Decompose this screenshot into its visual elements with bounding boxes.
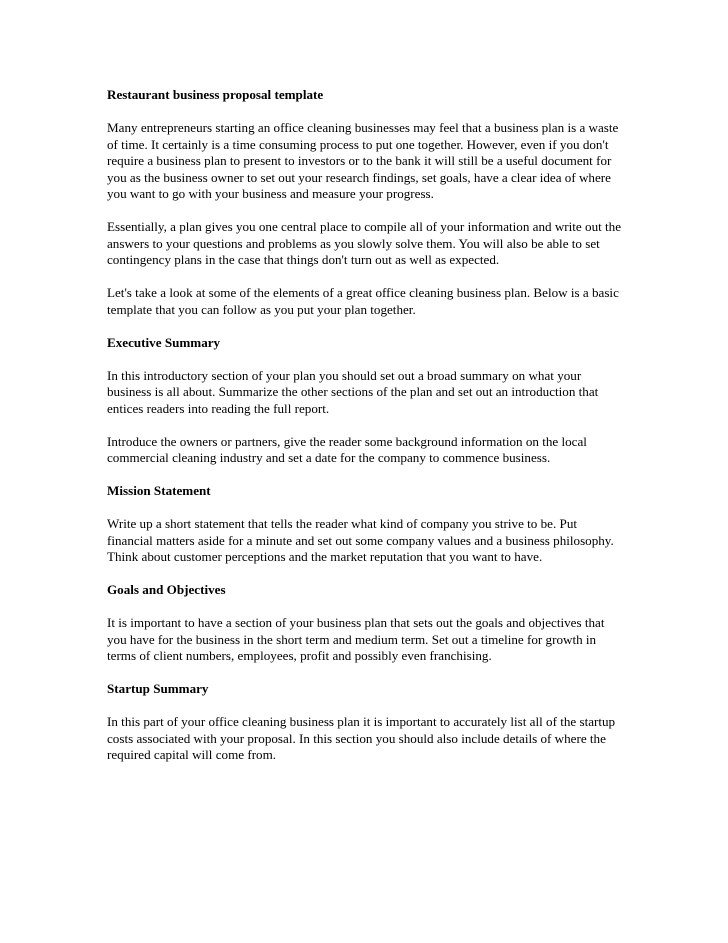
section-heading-mission-statement: Mission Statement (107, 483, 211, 498)
intro-paragraph: Many entrepreneurs starting an office cleaning businesses may feel that a business plan is a waste of time. It certainly is a time consuming process to put one together. However, even if you don't require a business plan to present to investors or to the bank it will still be a useful document for you as the business owner to set out your research findings, set goals, have a clear idea of where you want to go with your business and measure your progress. (107, 120, 619, 201)
document-title: Restaurant business proposal template (107, 87, 324, 102)
section-heading-startup-summary: Startup Summary (107, 681, 209, 696)
section-paragraph: In this part of your office cleaning business plan it is important to accurately list all of the startup costs associated with your proposal. In this section you should also include details of where the required capital will come from. (107, 714, 616, 762)
section-heading-goals-and-objectives: Goals and Objectives (107, 582, 226, 597)
section-paragraph: In this introductory section of your plan you should set out a broad summary on what your business is all about. Summarize the other sections of the plan and set out an introduction that entices readers into reading the full report. (107, 367, 599, 416)
intro-paragraph: Let's take a look at some of the elements of a great office cleaning business plan. Below is a basic template that you can follow as you put your plan together. (107, 285, 619, 317)
section-heading-executive-summary: Executive Summary (107, 334, 221, 350)
intro-paragraph: Essentially, a plan gives you one central place to compile all of your information and write out the answers to your questions and problems as you slowly solve them. You will also be able to set contingency plans in the case that things don't turn out as well as expected. (107, 219, 622, 267)
section-paragraph: Write up a short statement that tells the reader what kind of company you strive to be. Put financial matters aside for a minute and set out some company values and a business philosophy. Think about customer perceptions and the market reputation that you want to have. (107, 516, 614, 564)
document-page (107, 87, 623, 780)
section-paragraph: It is important to have a section of your business plan that sets out the goals and objectives that you have for the business in the short term and medium term. Set out a timeline for growth in terms of client numbers, employees, profit and possibly even franchising. (107, 615, 605, 663)
section-paragraph: Introduce the owners or partners, give the reader some background information on the local commercial cleaning industry and set a date for the company to commence business. (107, 433, 587, 465)
